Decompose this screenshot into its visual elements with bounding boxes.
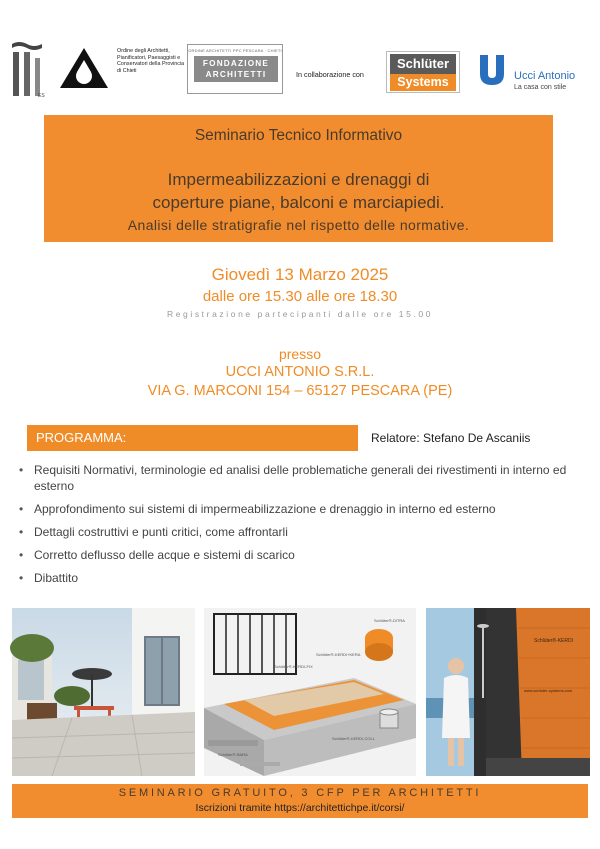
diagram-label: Schlüter®-KERDI-FIX: [274, 664, 313, 669]
fondazione-name-2: ARCHITETTI: [205, 70, 267, 79]
footer-headline: SEMINARIO GRATUITO, 3 CFP PER ARCHITETTI: [118, 787, 482, 799]
seminar-title-box: [44, 115, 553, 242]
bullet-icon: •: [19, 571, 24, 585]
schluter-systems-logo: [386, 51, 460, 93]
diagram-label: Schlüter®-BARA: [218, 752, 248, 757]
list-item-text: Dettagli costruttivi e punti critici, come affrontarli: [34, 525, 288, 539]
signup-link[interactable]: Iscrizioni tramite https://architettichpe.it/corsi/: [195, 802, 405, 814]
temple-pillars-logo: [10, 40, 44, 98]
venue-address: VIA G. MARCONI 154 – 65127 PESCARA (PE): [147, 383, 453, 399]
shower-photo: [426, 608, 590, 776]
diagram-label: Schlüter®-DITRA: [374, 618, 405, 623]
list-item: [16, 547, 576, 563]
fondazione-architetti-logo: [187, 44, 283, 94]
bullet-icon: •: [19, 463, 24, 477]
ucci-u-logo-icon: [474, 52, 510, 88]
seminar-subtitle: Analisi delle stratigrafie nel rispetto delle normative.: [127, 217, 470, 233]
list-item: [16, 570, 576, 586]
list-item-text: Approfondimento sui sistemi di impermeabilizzazione e drenaggio in interno ed esterno: [34, 502, 496, 516]
bullet-icon: •: [19, 525, 24, 539]
ordine-name: Ordine degli Architetti, Pianificatori, Paesaggisti e Conservatori della Provincia di Chieti: [117, 48, 185, 74]
event-date: Giovedì 13 Marzo 2025: [211, 265, 389, 284]
diagram-label: Schlüter®-KERDI+KERA: [316, 652, 361, 657]
list-item: [16, 501, 576, 517]
fondazione-name-1: FONDAZIONE: [202, 59, 270, 68]
schluter-line2: Systems: [390, 74, 456, 91]
seminar-type: Seminario Tecnico Informativo: [194, 127, 403, 144]
bullet-icon: •: [19, 502, 24, 516]
svg-text:ES: ES: [38, 93, 45, 99]
ucci-name: Ucci Antonio: [514, 70, 576, 82]
ucci-tagline: La casa con stile: [514, 84, 567, 91]
list-item-text: Corretto deflusso delle acque e sistemi di scarico: [34, 548, 295, 562]
programma-header: PROGRAMMA:: [27, 425, 358, 451]
shower-site: www.schluter-systems.com: [524, 688, 573, 693]
diagram-label: Schlüter®-KERDI-COLL: [332, 736, 375, 741]
list-item: [16, 462, 576, 494]
bullet-icon: •: [19, 548, 24, 562]
fondazione-top-line: ORDINE ARCHITETTI PPC PESCARA · CHIETI: [188, 48, 282, 53]
shower-label: Schlüter®-KERDI: [534, 638, 573, 644]
terrace-photo: [12, 608, 195, 776]
list-item-text: Requisiti Normativi, terminologie ed analisi delle problematiche generali dei rivestimenti in interno ed esterno: [34, 463, 567, 493]
collaboration-label: In collaborazione con: [296, 70, 364, 79]
footer-banner: [12, 784, 588, 818]
stratigraphy-diagram: [204, 608, 416, 776]
venue-presso: presso: [278, 346, 322, 362]
schluter-line1: Schlüter: [390, 54, 456, 74]
seminar-title-line-2: coperture piane, balconi e marciapiedi.: [152, 193, 445, 212]
programma-list: [16, 462, 576, 593]
event-time: dalle ore 15.30 alle ore 18.30: [202, 288, 398, 305]
venue-company: UCCI ANTONIO S.R.L.: [225, 364, 375, 380]
speaker: Relatore: Stefano De Ascaniis: [371, 431, 531, 445]
seminar-title-line-1: Impermeabilizzazioni e drenaggi di: [167, 170, 430, 189]
list-item: [16, 524, 576, 540]
registration-time: Registrazione partecipanti dalle ore 15.00: [166, 309, 434, 319]
list-item-text: Dibattito: [34, 571, 79, 585]
ordine-triangle-logo: [58, 46, 110, 90]
header-logos: [0, 38, 600, 100]
fondazione-box: [194, 56, 278, 82]
